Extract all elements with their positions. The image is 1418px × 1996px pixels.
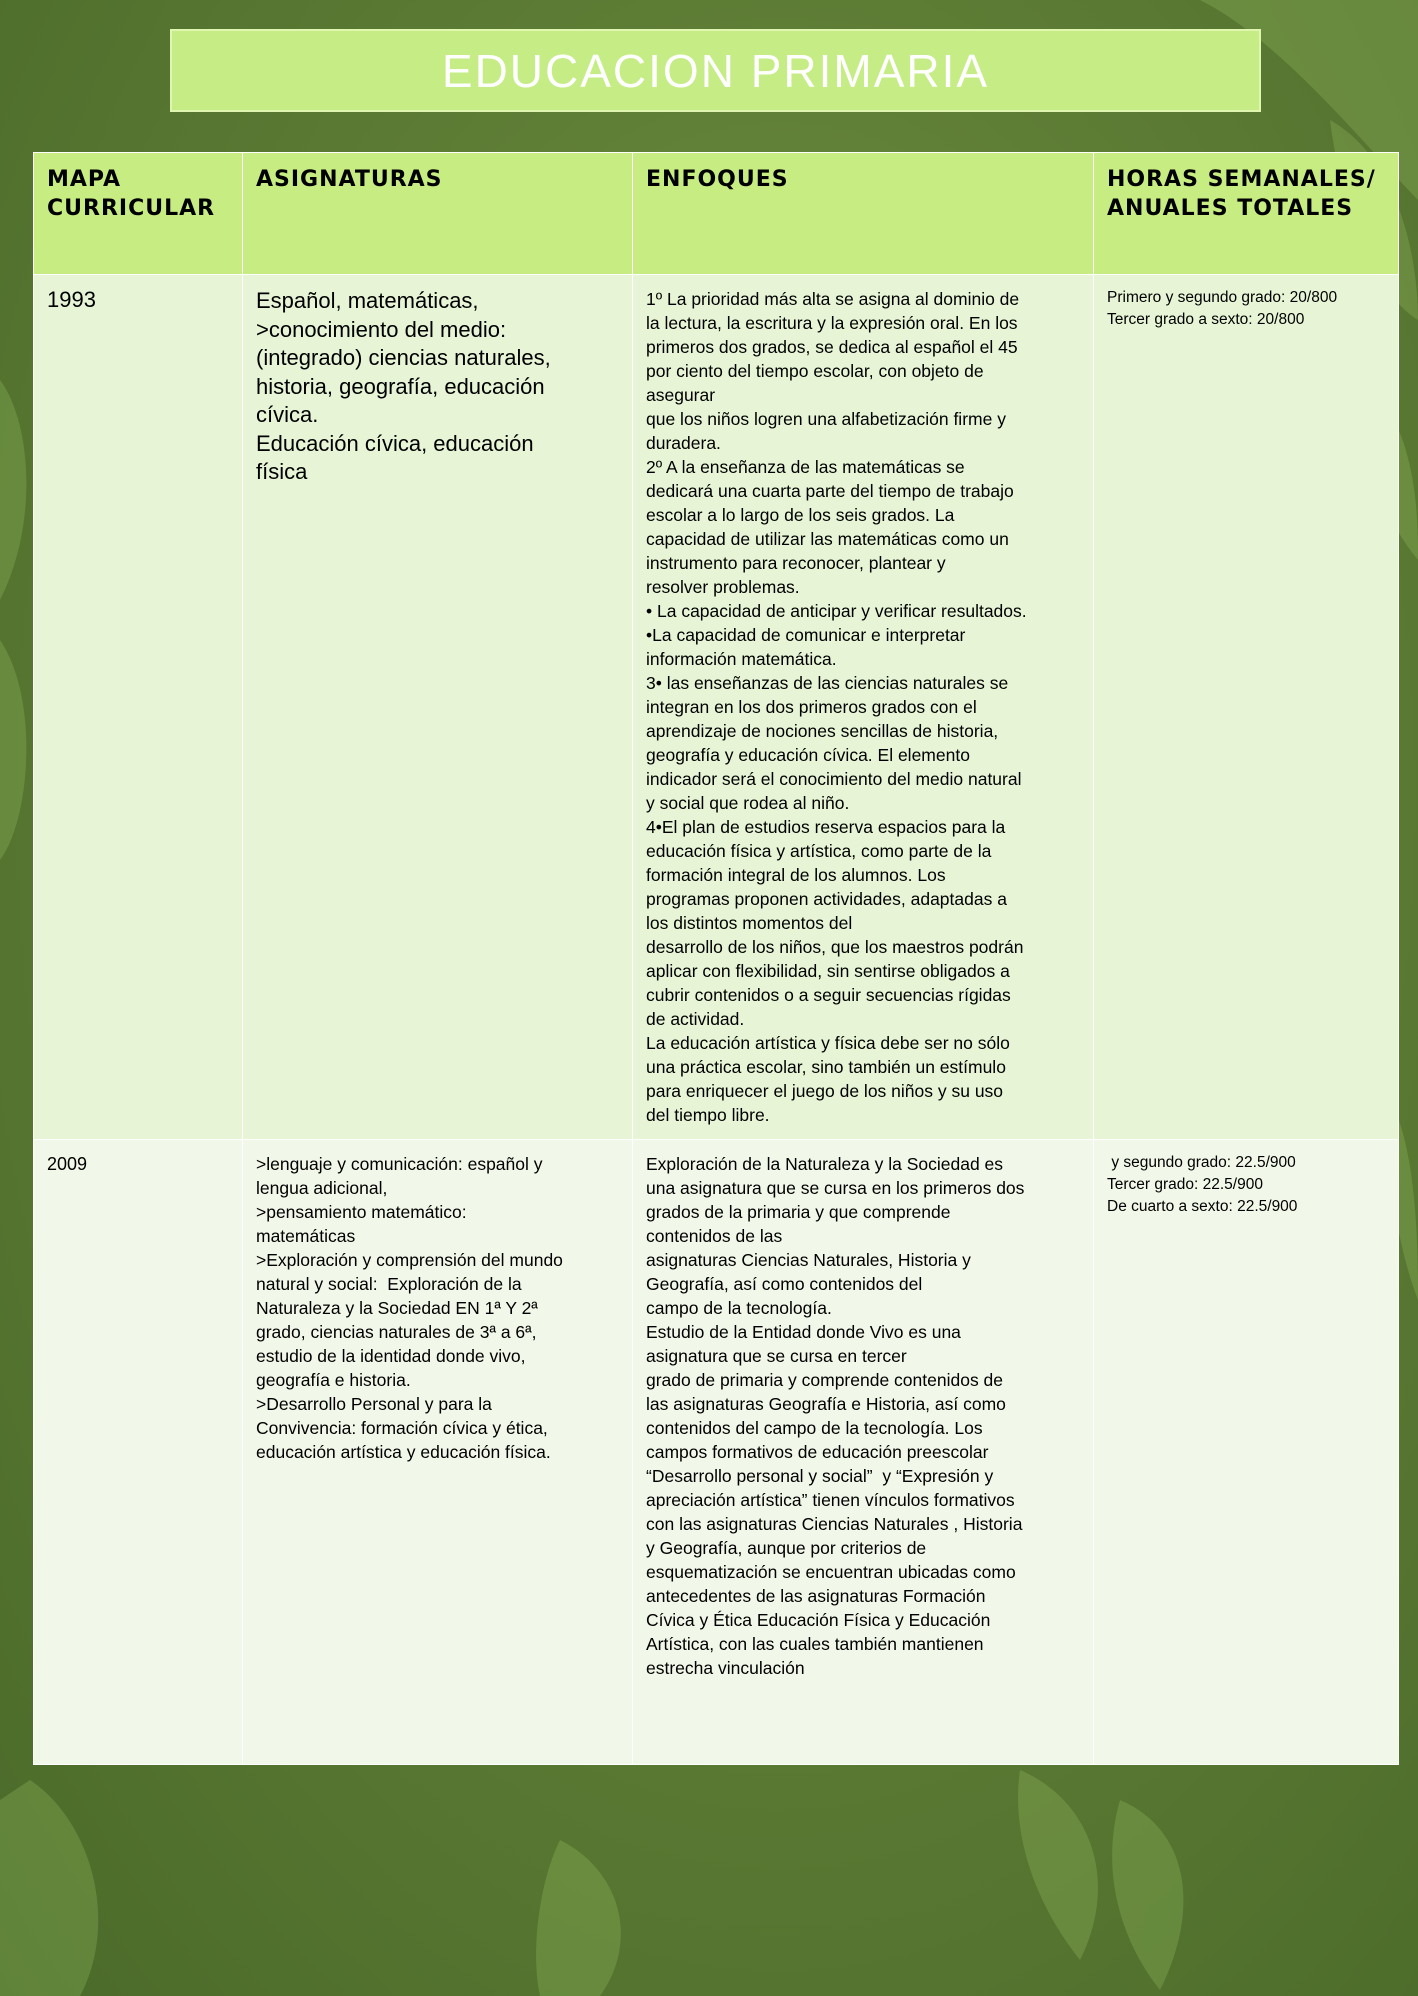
text-line: Tercer grado: 22.5/900: [1107, 1176, 1263, 1193]
table-row-2009: [34, 1140, 1399, 1765]
text-line: resolver problemas.: [646, 577, 800, 597]
text-line: “Desarrollo personal y social” y “Expresión y: [646, 1466, 994, 1486]
text-line: Español, matemáticas,: [256, 288, 479, 313]
text-line: por ciento del tiempo escolar, con objeto de: [646, 361, 984, 381]
text-line: asignaturas Ciencias Naturales, Historia y: [646, 1250, 971, 1270]
text-line: la lectura, la escritura y la expresión oral. En los: [646, 313, 1018, 333]
text-line: Cívica y Ética Educación Física y Educación: [646, 1610, 991, 1630]
text-line: las asignaturas Geografía e Historia, así como: [646, 1394, 1006, 1414]
text-line: indicador será el conocimiento del medio natural: [646, 769, 1022, 789]
text-line: Geografía, así como contenidos del: [646, 1274, 923, 1294]
text-line: grado, ciencias naturales de 3ª a 6ª,: [256, 1322, 537, 1342]
text-line: •La capacidad de comunicar e interpretar: [646, 625, 966, 645]
horas-cell: [1094, 1140, 1399, 1765]
text-line: natural y social: Exploración de la: [256, 1274, 522, 1294]
text-line: cubrir contenidos o a seguir secuencias rígidas: [646, 985, 1011, 1005]
asignaturas-cell: [243, 1140, 633, 1765]
text-line: que los niños logren una alfabetización firme y: [646, 409, 1006, 429]
page-title: EDUCACION PRIMARIA: [441, 44, 990, 97]
text-line: estrecha vinculación: [646, 1658, 805, 1678]
text-line: primeros dos grados, se dedica al español el 45: [646, 337, 1018, 357]
text-line: duradera.: [646, 433, 721, 453]
text-line: información matemática.: [646, 649, 837, 669]
header-enfoques: ENFOQUES: [633, 153, 1094, 275]
text-line: >conocimiento del medio:: [256, 316, 507, 342]
title-box: [170, 29, 1261, 112]
text-line: lengua adicional,: [256, 1178, 388, 1198]
text-line: >Exploración y comprensión del mundo: [256, 1250, 563, 1270]
text-line: Educación cívica, educación: [256, 430, 534, 456]
text-line: La educación artística y física debe ser no sólo: [646, 1033, 1010, 1053]
text-line: asegurar: [646, 385, 716, 405]
text-line: con las asignaturas Ciencias Naturales , Historia: [646, 1514, 1023, 1534]
text-line: 2º A la enseñanza de las matemáticas se: [646, 457, 965, 477]
text-line: una práctica escolar, sino también un estímulo: [646, 1057, 1006, 1077]
header-asignaturas: ASIGNATURAS: [243, 153, 633, 275]
text-line: Primero y segundo grado: 20/800: [1107, 289, 1338, 306]
text-line: grados de la primaria y que comprende: [646, 1202, 951, 1222]
text-line: instrumento para reconocer, plantear y: [646, 553, 946, 573]
text-line: Estudio de la Entidad donde Vivo es una: [646, 1322, 961, 1342]
text-line: capacidad de utilizar las matemáticas como un: [646, 529, 1009, 549]
text-line: programas proponen actividades, adaptadas a: [646, 889, 1007, 909]
table-row-1993: [34, 275, 1399, 1140]
text-line: educación física y artística, como parte de la: [646, 841, 992, 861]
text-line: Artística, con las cuales también mantienen: [646, 1634, 984, 1654]
curriculum-table: [33, 152, 1399, 1765]
text-line: matemáticas: [256, 1226, 356, 1246]
year-cell: 2009: [34, 1140, 243, 1765]
text-line: educación artística y educación física.: [256, 1442, 551, 1462]
text-line: campos formativos de educación preescolar: [646, 1442, 989, 1462]
text-line: formación integral de los alumnos. Los: [646, 865, 946, 885]
text-line: 4•El plan de estudios reserva espacios para la: [646, 817, 1006, 837]
horas-cell: [1094, 275, 1399, 1140]
year-cell: 1993: [34, 275, 243, 1140]
enfoques-cell: [633, 1140, 1094, 1765]
text-line: física: [256, 459, 308, 484]
text-line: Naturaleza y la Sociedad EN 1ª Y 2ª: [256, 1298, 538, 1318]
header-horas: HORAS SEMANALES/ ANUALES TOTALES: [1094, 153, 1399, 275]
text-line: asignatura que se cursa en tercer: [646, 1346, 907, 1366]
asignaturas-cell: [243, 275, 633, 1140]
text-line: Convivencia: formación cívica y ética,: [256, 1418, 548, 1438]
text-line: y social que rodea al niño.: [646, 793, 850, 813]
text-line: campo de la tecnología.: [646, 1298, 832, 1318]
text-line: De cuarto a sexto: 22.5/900: [1107, 1198, 1298, 1215]
text-line: 1º La prioridad más alta se asigna al dominio de: [646, 289, 1020, 309]
header-mapa-curricular: MAPA CURRICULAR: [34, 153, 243, 275]
text-line: y Geografía, aunque por criterios de: [646, 1538, 927, 1558]
text-line: aplicar con flexibilidad, sin sentirse obligados a: [646, 961, 1010, 981]
text-line: geografía y educación cívica. El elemento: [646, 745, 970, 765]
text-line: 3• las enseñanzas de las ciencias naturales se: [646, 673, 1009, 693]
text-line: los distintos momentos del: [646, 913, 853, 933]
text-line: (integrado) ciencias naturales,: [256, 345, 551, 370]
text-line: geografía e historia.: [256, 1370, 411, 1390]
text-line: para enriquecer el juego de los niños y su uso: [646, 1081, 1004, 1101]
text-line: grado de primaria y comprende contenidos de: [646, 1370, 1004, 1390]
text-line: integran en los dos primeros grados con el: [646, 697, 977, 717]
text-line: una asignatura que se cursa en los primeros dos: [646, 1178, 1025, 1198]
text-line: cívica.: [256, 402, 319, 427]
text-line: contenidos de las: [646, 1226, 783, 1246]
text-line: de actividad.: [646, 1009, 745, 1029]
text-line: apreciación artística” tienen vínculos formativos: [646, 1490, 1015, 1510]
text-line: >lenguaje y comunicación: español y: [256, 1154, 543, 1174]
text-line: esquematización se encuentran ubicadas como: [646, 1562, 1016, 1582]
text-line: escolar a lo largo de los seis grados. La: [646, 505, 955, 525]
text-line: Exploración de la Naturaleza y la Sociedad es: [646, 1154, 1004, 1174]
header-row: [34, 153, 1399, 275]
text-line: dedicará una cuarta parte del tiempo de trabajo: [646, 481, 1014, 501]
text-line: del tiempo libre.: [646, 1105, 770, 1125]
text-line: antecedentes de las asignaturas Formación: [646, 1586, 986, 1606]
text-line: estudio de la identidad donde vivo,: [256, 1346, 526, 1366]
enfoques-cell: [633, 275, 1094, 1140]
text-line: >Desarrollo Personal y para la: [256, 1394, 492, 1414]
text-line: contenidos del campo de la tecnología. Los: [646, 1418, 983, 1438]
text-line: historia, geografía, educación: [256, 373, 545, 399]
text-line: y segundo grado: 22.5/900: [1107, 1154, 1296, 1171]
text-line: desarrollo de los niños, que los maestros podrán: [646, 937, 1024, 957]
text-line: Tercer grado a sexto: 20/800: [1107, 311, 1305, 328]
text-line: >pensamiento matemático:: [256, 1202, 467, 1222]
text-line: aprendizaje de nociones sencillas de historia,: [646, 721, 999, 741]
text-line: • La capacidad de anticipar y verificar resultados.: [646, 601, 1027, 621]
